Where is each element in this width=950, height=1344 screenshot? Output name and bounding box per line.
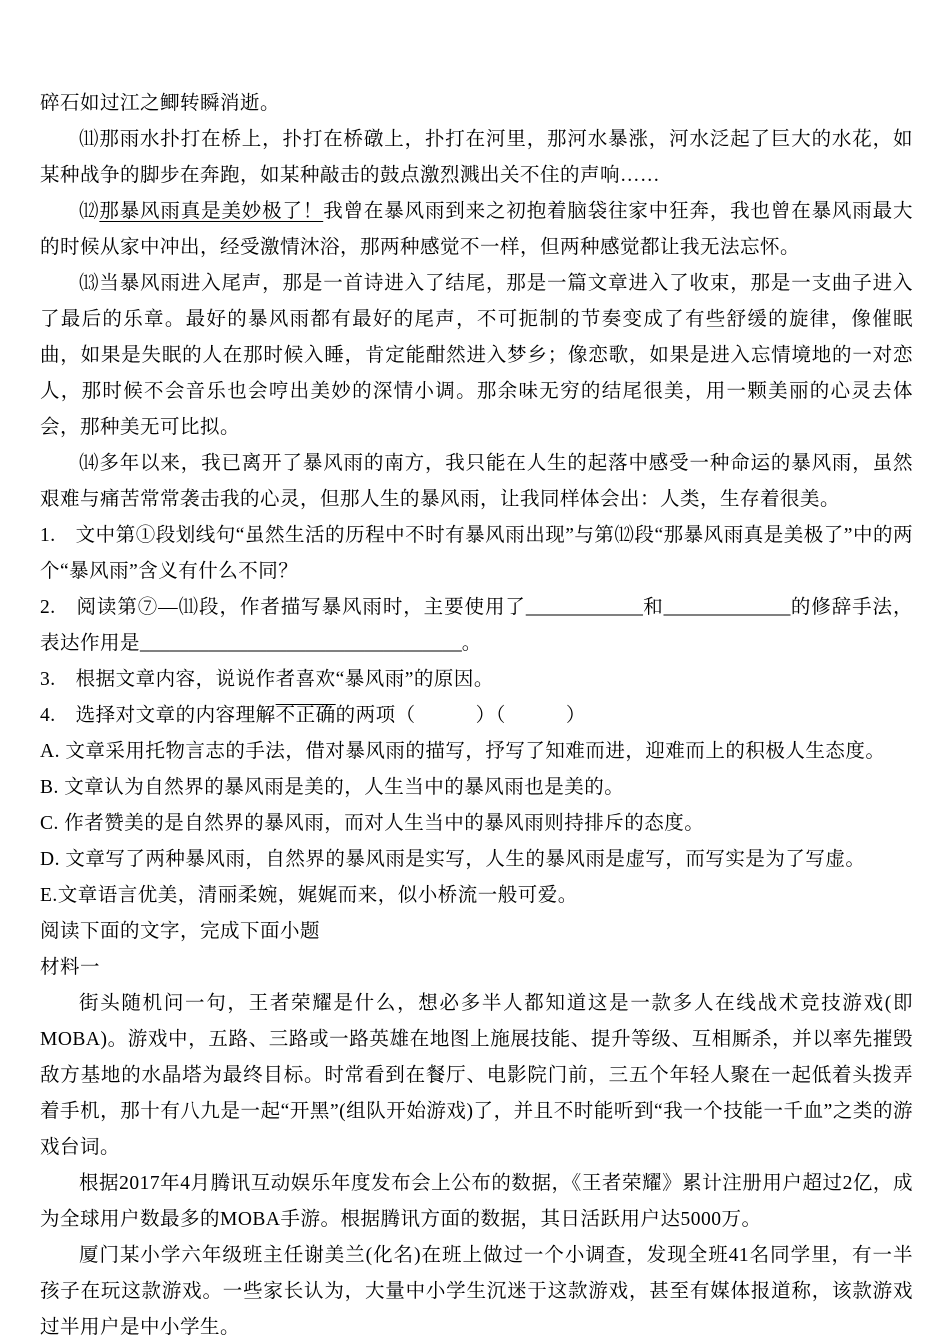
text-segment: 的两项（ ）（ ） [335, 705, 586, 726]
text-segment: ⑾那雨水扑打在桥上，扑打在桥礅上，扑打在河里，那河水暴涨，河水泛起了巨大的水花，如某种战争的脚步在奔跑，如某种敲击的鼓点激烈溅出关不住的声响…… [40, 129, 913, 186]
text-segment: 4. 选择对文章的内容理解 [40, 705, 276, 726]
text-segment: A. 文章采用托物言志的手法，借对暴风雨的描写，抒写了知难而进，迎难而上的积极人生态度。 [40, 741, 886, 762]
text-segment: C. 作者赞美的是自然界的暴风雨，而对人生当中的暴风雨则持排斥的态度。 [40, 813, 705, 834]
text-segment: 的修辞手法，表达作用是 [40, 597, 913, 654]
text-segment: 我曾在暴风雨到来之初抱着脑袋往家中狂奔，我也曾在暴风雨最大的时候从家中冲出，经受激情沐浴，那两种感觉不一样，但两种感觉都让我无法忘怀。 [40, 201, 913, 258]
text-segment: 。 [461, 633, 482, 654]
text-segment: E.文章语言优美，清丽柔婉，娓娓而来，似小桥流一般可爱。 [40, 885, 578, 906]
material-heading [40, 950, 913, 986]
overline-text-segment: 不正确 [275, 705, 336, 726]
question-2 [40, 590, 913, 662]
section-instruction [40, 914, 913, 950]
blank-text-segment: _________________________________ [140, 633, 462, 654]
text-segment: 2. 阅读第⑦—⑾段，作者描写暴风雨时，主要使用了 [40, 597, 526, 618]
material-paragraph-1 [40, 986, 913, 1166]
option-c [40, 806, 913, 842]
question-3 [40, 662, 913, 698]
article-paragraph-11 [40, 122, 913, 194]
text-segment: 碎石如过江之鲫转瞬消逝。 [40, 93, 281, 114]
article-continuation-line [40, 86, 913, 122]
article-paragraph-14 [40, 446, 913, 518]
text-segment: 和 [642, 597, 664, 618]
text-segment: 厦门某小学六年级班主任谢美兰(化名)在班上做过一个小调查，发现全班41名同学里，有一半孩子在玩这款游戏。一些家长认为，大量中小学生沉迷于这款游戏，甚至有媒体报道称，该款游戏过半用户是中小学生。 [40, 1245, 913, 1338]
text-segment: 街头随机问一句，王者荣耀是什么，想必多半人都知道这是一款多人在线战术竞技游戏(即MOBA)。游戏中，五路、三路或一路英雄在地图上施展技能、提升等级、互相厮杀，并以率先摧毁敌方基地的水晶塔为最终目标。时常看到在餐厅、电影院门前，三五个年轻人聚在一起低着头拨弄着手机，那十有八九是一起“开黑”(组队开始游戏)了，并且不时能听到“我一个技能一千血”之类的游戏台词。 [40, 993, 913, 1158]
article-paragraph-13 [40, 266, 913, 446]
text-segment: 材料一 [40, 957, 101, 978]
article-paragraph-12 [40, 194, 913, 266]
text-segment: 阅读下面的文字，完成下面小题 [40, 921, 321, 942]
blank-text-segment: _____________ [663, 597, 791, 618]
option-b [40, 770, 913, 806]
material-paragraph-2 [40, 1166, 913, 1238]
text-segment: 根据2017年4月腾讯互动娱乐年度发布会上公布的数据，《王者荣耀》累计注册用户超过2亿，成为全球用户数最多的MOBA手游。根据腾讯方面的数据，其日活跃用户达5000万。 [40, 1173, 913, 1230]
text-segment: D. 文章写了两种暴风雨，自然界的暴风雨是实写，人生的暴风雨是虚写，而写实是为了写虚。 [40, 849, 866, 870]
document-body [40, 86, 913, 1344]
text-segment: B. 文章认为自然界的暴风雨是美的，人生当中的暴风雨也是美的。 [40, 777, 625, 798]
option-a [40, 734, 913, 770]
material-paragraph-3 [40, 1238, 913, 1344]
question-4 [40, 698, 913, 734]
text-segment: 1. 文中第①段划线句“虽然生活的历程中不时有暴风雨出现”与第⑿段“那暴风雨真是美极了”中的两个“暴风雨”含义有什么不同？ [40, 525, 913, 582]
option-d [40, 842, 913, 878]
option-e [40, 878, 913, 914]
text-segment: 3. 根据文章内容，说说作者喜欢“暴风雨”的原因。 [40, 669, 494, 690]
text-segment: ⒁多年以来，我已离开了暴风雨的南方，我只能在人生的起落中感受一种命运的暴风雨，虽然艰难与痛苦常常袭击我的心灵，但那人生的暴风雨，让我同样体会出：人类，生存着很美。 [40, 453, 913, 510]
blank-text-segment: ____________ [525, 597, 643, 618]
underline-text-segment: 那暴风雨真是美妙极了！ [99, 201, 324, 222]
question-1 [40, 518, 913, 590]
text-segment: ⑿ [79, 201, 100, 222]
text-segment: ⒀当暴风雨进入尾声，那是一首诗进入了结尾，那是一篇文章进入了收束，那是一支曲子进入了最后的乐章。最好的暴风雨都有最好的尾声，不可扼制的节奏变成了有些舒缓的旋律，像催眠曲，如果是失眠的人在那时候入睡，肯定能酣然进入梦乡；像恋歌，如果是进入忘情境地的一对恋人，那时候不会音乐也会哼出美妙的深情小调。那余味无穷的结尾很美，用一颗美丽的心灵去体会，那种美无可比拟。 [40, 273, 913, 438]
